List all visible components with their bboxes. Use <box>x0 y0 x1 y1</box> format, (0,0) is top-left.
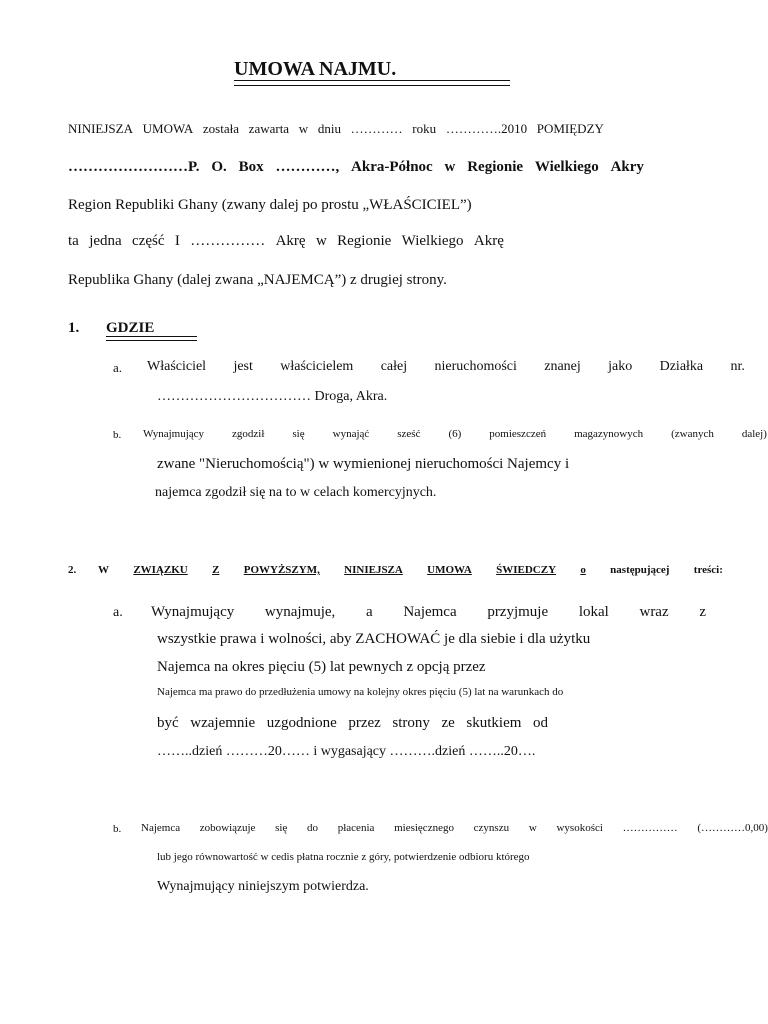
word: dniu <box>317 121 341 136</box>
section-2a-line-1 <box>151 604 706 621</box>
word: ………… <box>350 121 403 136</box>
intro-line-2 <box>68 159 644 176</box>
word: POMIĘDZY <box>536 121 604 136</box>
word: w <box>315 233 327 249</box>
word: uzgodnione <box>266 715 337 731</box>
word: Właściciel <box>147 359 207 374</box>
word: (…………0,00) <box>697 822 768 834</box>
word: lokal <box>578 604 609 620</box>
section-1b-marker: b. <box>113 429 122 441</box>
section-2b-marker: b. <box>113 823 122 835</box>
word: Akra-Północ <box>351 159 433 175</box>
section-1b-line-1 <box>143 428 767 440</box>
section-2a-line-2: wszystkie prawa i wolności, aby ZACHOWAĆ je dla siebie i dla użytku <box>157 631 591 647</box>
word: Akrę <box>275 233 306 249</box>
section-1-heading-underline <box>106 336 197 341</box>
word: nieruchomości <box>434 359 517 374</box>
word: wynajmuje, <box>264 604 336 620</box>
word: do <box>307 822 319 834</box>
word: jest <box>233 359 253 374</box>
word: przez <box>348 715 381 731</box>
word: NINIEJSZA <box>68 121 133 136</box>
word: roku <box>412 121 437 136</box>
word: Akry <box>610 159 644 175</box>
word: W <box>98 564 109 576</box>
document-title: UMOWA NAJMU. <box>234 58 397 80</box>
word: a <box>365 604 373 620</box>
word: ZWIĄZKU <box>133 564 188 576</box>
section-2a-line-4: Najemca ma prawo do przedłużenia umowy na kolejny okres pięciu (5) lat na warunkach do <box>157 686 564 698</box>
section-2b-line-1 <box>141 822 768 834</box>
word: Akrę <box>473 233 504 249</box>
word: Wynajmujący <box>151 604 235 620</box>
word: wraz <box>639 604 669 620</box>
word: znanej <box>544 359 581 374</box>
section-1b-line-2: zwane "Nieruchomością") w wymienionej nieruchomości Najemcy i <box>157 456 570 472</box>
section-1-heading-text: GDZIE <box>106 320 155 336</box>
word: w <box>444 159 456 175</box>
word: …………… <box>190 233 266 249</box>
section-2-number: 2. <box>68 564 77 576</box>
word: ta <box>68 233 79 249</box>
word: sześć <box>397 428 421 440</box>
word: Wynajmujący <box>143 428 205 440</box>
word: zobowiązuje <box>199 822 256 834</box>
word: Box <box>238 159 264 175</box>
word: właścicielem <box>280 359 354 374</box>
word: wynająć <box>332 428 370 440</box>
word: następującej <box>610 564 670 576</box>
word: ………….2010 <box>445 121 528 136</box>
intro-line-1 <box>68 121 604 137</box>
word: przyjmuje <box>487 604 549 620</box>
section-2a-line-6: ……..dzień ………20…… i wygasający ……….dzień ……..20…. <box>157 744 536 759</box>
word: się <box>275 822 288 834</box>
word: Najemca <box>141 822 181 834</box>
word: dalej) <box>741 428 767 440</box>
section-1a-line-2: …………………………… Droga, Akra. <box>157 389 388 404</box>
word: ze <box>441 715 455 731</box>
word: się <box>292 428 305 440</box>
section-2b-line-2: lub jego równowartość w cedis płatna rocznie z góry, potwierdzenie odbioru którego <box>157 851 530 863</box>
word: być <box>157 715 179 731</box>
word: zgodził <box>232 428 265 440</box>
intro-line-5: Republika Ghany (dalej zwana „NAJEMCĄ”) z drugiej strony. <box>68 272 447 288</box>
word: …………… <box>622 822 678 834</box>
word: UMOWA <box>142 121 194 136</box>
word: z <box>699 604 706 620</box>
word: została <box>202 121 239 136</box>
word: O. <box>211 159 227 175</box>
word: magazynowych <box>574 428 644 440</box>
word: ŚWIEDCZY <box>496 564 557 576</box>
word: zawarta <box>248 121 290 136</box>
word: jako <box>608 359 633 374</box>
word: treści: <box>693 564 723 576</box>
section-1b-line-3: najemca zgodził się na to w celach komercyjnych. <box>155 485 437 500</box>
word: (6) <box>448 428 462 440</box>
word: I <box>174 233 180 249</box>
word: Działka <box>659 359 704 374</box>
word: w <box>528 822 537 834</box>
word: (zwanych <box>671 428 714 440</box>
word: pomieszczeń <box>489 428 547 440</box>
intro-line-4 <box>68 233 504 250</box>
word: Regionie <box>467 159 524 175</box>
word: nr. <box>730 359 745 374</box>
word: od <box>532 715 548 731</box>
section-1a-line-1 <box>147 359 745 375</box>
word: wzajemnie <box>190 715 256 731</box>
section-1-number: 1. <box>68 320 80 336</box>
word: płacenia <box>337 822 375 834</box>
word: UMOWA <box>427 564 472 576</box>
word: Najemca <box>403 604 457 620</box>
word: całej <box>380 359 408 374</box>
word: strony <box>392 715 430 731</box>
section-2a-marker: a. <box>113 605 123 620</box>
word: w <box>298 121 309 136</box>
word: skutkiem <box>466 715 522 731</box>
word: Z <box>212 564 220 576</box>
word: ……………………P. <box>68 159 200 175</box>
word: Regionie <box>337 233 392 249</box>
section-2a-line-5 <box>157 715 548 732</box>
word: Wielkiego <box>534 159 599 175</box>
section-2-heading <box>98 564 723 576</box>
title-double-underline <box>234 80 510 86</box>
section-1a-marker: a. <box>113 360 123 375</box>
word: jedna <box>89 233 122 249</box>
word: miesięcznego <box>394 822 454 834</box>
section-2a-line-3: Najemca na okres pięciu (5) lat pewnych z opcją przez <box>157 659 486 675</box>
word: czynszu <box>473 822 510 834</box>
word: o <box>580 564 586 576</box>
section-2b-line-3: Wynajmujący niniejszym potwierdza. <box>157 879 369 894</box>
word: Wielkiego <box>401 233 464 249</box>
word: część <box>132 233 165 249</box>
section-1-heading <box>106 320 154 337</box>
intro-line-3: Region Republiki Ghany (zwany dalej po prostu „WŁAŚCICIEL”) <box>68 197 472 213</box>
word: NINIEJSZA <box>344 564 403 576</box>
word: wysokości <box>556 822 603 834</box>
word: …………, <box>275 159 340 175</box>
word: POWYŻSZYM, <box>243 564 320 576</box>
